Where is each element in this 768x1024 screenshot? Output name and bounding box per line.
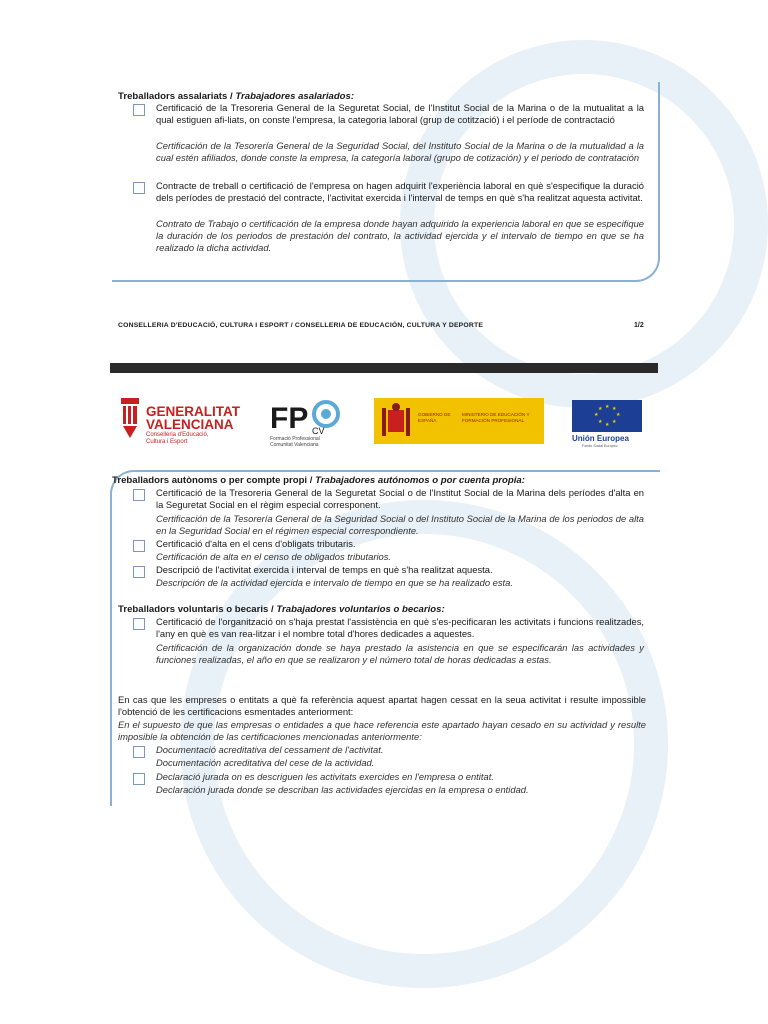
svg-text:CV: CV [312,426,325,436]
page-footer: CONSELLERIA D'EDUCACIÓ, CULTURA I ESPORT / CONSELLERIA DE EDUCACIÓN, CULTURA Y DEPORTE [118,322,484,329]
item-text-ca: Contracte de treball o certificació de l'empresa on hagen adquirit l'experiència laboral en què s'especifique la duració dels períodes de prestació del contracte, l'activitat exercida i l'interval de temps en què s'ha realitzat aquesta activitat. [156,180,644,204]
checkbox[interactable] [133,104,145,116]
item-text-es: Certificación de la Tesorería General de la Seguridad Social, del Instituto Social de la Marina o de la mutualidad a la cual estén afiliados, donde conste la empresa, la categoría laboral (grupo de cotización) y el periodo de contratación [156,140,644,164]
svg-text:★: ★ [605,422,610,428]
checkbox[interactable] [133,746,145,758]
item-text-es: Certificación de alta en el censo de obligados tributarios. [156,551,392,562]
svg-text:FP: FP [270,402,309,435]
checkbox[interactable] [133,182,145,194]
ministry-label: MINISTERIO DE EDUCACIÓN Y FORMACIÓN PROFESIONAL [462,412,530,423]
item-text-ca: Certificació de la Tresoreria General de la Seguretat Social o de l'Institut Social de la Marina dels períodes d'alta en la Seguretat Social en el règim especial corresponent. [156,487,644,511]
item-text-es: Documentación acreditativa del cese de la actividad. [156,757,375,768]
fpcv-logo-icon [270,398,342,436]
page1-section-title: Treballadors assalariats / Trabajadores asalariados: [118,91,355,102]
eu-label: Unión Europea [572,434,629,443]
item-text-ca: Certificació d'alta en el cens d'obligats tributaris. [156,538,356,549]
item-text-ca: Documentació acreditativa del cessament de l'activitat. [156,744,384,755]
svg-text:★: ★ [605,404,610,410]
item-text-es: Declaración jurada donde se describan las actividades ejercidas en la empresa o entidad. [156,784,529,795]
svg-text:★: ★ [598,419,603,425]
item-text-ca: Declaració jurada on es descriguen les activitats exercides en l'empresa o entitat. [156,771,494,782]
checkbox[interactable] [133,540,145,552]
fpcv-subtitle: Formació Professional Comunitat Valenciana [270,436,320,448]
spain-coat-of-arms-icon [380,402,412,440]
item-text-es: Descripción de la actividad ejercida e intervalo de tiempo en que se ha realizado esta. [156,577,513,588]
volunteer-section-title: Treballadors voluntaris o becaris / Trabajadores voluntarios o becarios: [118,604,445,615]
eu-subtitle: Fondo Social Europeo [582,444,618,448]
svg-text:★: ★ [612,419,617,425]
checkbox[interactable] [133,618,145,630]
svg-text:★: ★ [594,412,599,418]
item-text-es: Certificación de la Tesorería General de la Seguridad Social o del Instituto Social de la Marina de los periodos de alta en la Seguridad Social en el régimen especial correspondiente. [156,513,644,537]
gva-name: GENERALITAT VALENCIANA [146,404,240,432]
closing-paragraph-ca: En cas que les empreses o entitats a què fa referència aquest apartat hagen cessat en la seua activitat i resulte impossible l'obtenció de les certificacions esmentades anteriorment: [118,694,646,718]
page-divider [110,363,658,373]
svg-text:★: ★ [598,406,603,412]
gva-crest-icon [118,396,144,442]
closing-paragraph-es: En el supuesto de que las empresas o entidades a que hace referencia este apartado hayan cesado en su actividad y resulte imposible la obtención de las certificaciones mencionadas anteriormente: [118,719,646,743]
autonomous-section-title: Treballadors autònoms o per compte propi / Trabajadores autónomos o por cuenta propia: [112,475,525,486]
checkbox[interactable] [133,566,145,578]
item-text-ca: Certificació de l'organització on s'haja prestat l'assistència en què s'es-pecificaran les activitats i funcions realitzades, l'any en què es van rea-litzar i el nombre total d'hores dedicades a aquestes. [156,616,644,640]
svg-text:★: ★ [612,406,617,412]
item-text-es: Contrato de Trabajo o certificación de la empresa donde hayan adquirido la experiencia laboral en que se especifique la duración de los periodos de prestación del contrato, la actividad ejercida y el intervalo de tiempo en que se ha realizado la dicha actividad. [156,218,644,254]
item-text-ca: Descripció de l'activitat exercida i interval de temps en què s'ha realitzat aquesta. [156,564,493,575]
checkbox[interactable] [133,773,145,785]
page-number: 1/2 [634,322,644,329]
eu-flag-icon [572,400,642,432]
item-text-es: Certificación de la organización donde se haya prestado la asistencia en que se especificarán las actividades y funciones realizadas, el año en que se realizaron y el número total de horas dedicadas a estas. [156,642,644,666]
svg-text:★: ★ [616,412,621,418]
gva-department: Conselleria d'Educació, Cultura i Esport [146,432,209,445]
checkbox[interactable] [133,489,145,501]
gobierno-label: GOBIERNO DE ESPAÑA [418,412,451,423]
item-text-ca: Certificació de la Tresoreria General de la Seguretat Social, de l'Institut Social de la Marina o de la mutualitat a la qual estiguen afi-liats, on conste l'empresa, la categoria laboral (grup de cotització) i el període de contractació [156,102,644,126]
